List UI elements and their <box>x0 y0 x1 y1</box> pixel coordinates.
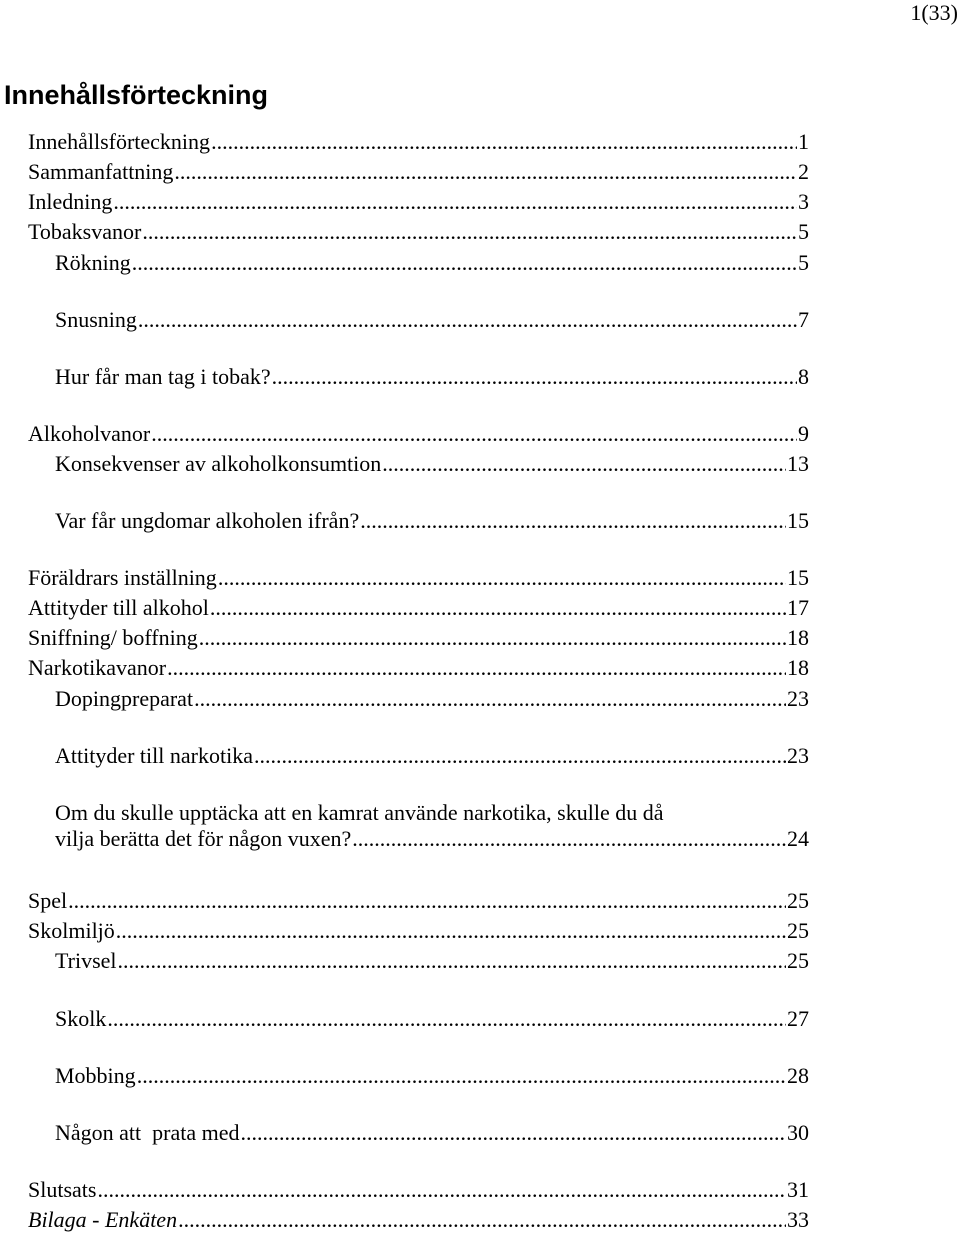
toc-entry-page: 27 <box>787 1006 809 1031</box>
dot-leader <box>178 1207 786 1233</box>
toc-entry-page: 28 <box>787 1063 809 1088</box>
toc-entry-title: Föräldrars inställning <box>28 565 217 590</box>
toc-entry-page: 3 <box>798 189 809 214</box>
toc-entry[interactable] <box>55 1120 809 1146</box>
dot-leader <box>382 451 786 477</box>
toc-entry-title: Innehållsförteckning <box>28 129 211 154</box>
toc-entry-title: Någon att prata med <box>55 1120 240 1145</box>
toc-entry-page: 17 <box>787 595 809 620</box>
toc-entry-title: Mobbing <box>55 1063 136 1088</box>
dot-leader <box>218 565 786 591</box>
toc-entry-title: Inledning <box>28 189 113 214</box>
toc-entry[interactable] <box>55 948 809 974</box>
toc-entry-page: 31 <box>787 1177 809 1202</box>
toc-entry[interactable] <box>55 1063 809 1089</box>
toc-entry[interactable] <box>28 1177 809 1203</box>
toc-entry-page: 18 <box>787 655 809 680</box>
toc-entry-page: 30 <box>787 1120 809 1145</box>
dot-leader <box>360 508 786 534</box>
toc-entry-page: 23 <box>787 686 809 711</box>
toc-entry-page: 15 <box>787 565 809 590</box>
dot-leader <box>199 625 786 651</box>
toc-entry-title: Hur får man tag i tobak? <box>55 364 271 389</box>
toc-entry-title: Narkotikavanor <box>28 655 167 680</box>
toc-entry[interactable] <box>55 800 809 852</box>
toc-entry[interactable] <box>28 129 809 155</box>
toc-entry[interactable] <box>55 1006 809 1032</box>
dot-leader <box>97 1177 786 1203</box>
toc-entry-title: Slutsats <box>28 1177 97 1202</box>
toc-entry-title: Trivsel <box>55 948 117 973</box>
dot-leader <box>68 888 786 914</box>
toc-entry-page: 8 <box>798 364 809 389</box>
dot-leader <box>174 159 797 185</box>
toc-entry[interactable] <box>28 918 809 944</box>
dot-leader <box>151 421 797 447</box>
toc-entry[interactable] <box>28 595 809 621</box>
dot-leader <box>113 189 797 215</box>
dot-leader <box>116 918 786 944</box>
toc-entry-title: Tobaksvanor <box>28 219 142 244</box>
toc-entry-page: 2 <box>798 159 809 184</box>
toc-entry[interactable] <box>55 250 809 276</box>
toc-entry[interactable] <box>28 655 809 681</box>
dot-leader <box>210 595 786 621</box>
toc-entry-title: Sammanfattning <box>28 159 174 184</box>
toc-entry-title: Alkoholvanor <box>28 421 151 446</box>
dot-leader <box>352 826 786 852</box>
toc-entry-page: 25 <box>787 948 809 973</box>
dot-leader <box>137 1063 786 1089</box>
toc-entry[interactable] <box>28 565 809 591</box>
toc-entry-page: 5 <box>798 219 809 244</box>
toc-entry-title: Skolmiljö <box>28 918 115 943</box>
toc-entry-page: 23 <box>787 743 809 768</box>
toc-entry[interactable] <box>55 307 809 333</box>
toc-entry-title-line2: vilja berätta det för någon vuxen? <box>55 826 352 851</box>
toc-entry[interactable] <box>55 508 809 534</box>
toc-entry[interactable] <box>55 743 809 769</box>
toc-entry-title: Rökning <box>55 250 131 275</box>
toc-entry-title: Bilaga - Enkäten <box>28 1207 178 1232</box>
dot-leader <box>272 364 797 390</box>
toc-entry-page: 25 <box>787 918 809 943</box>
dot-leader <box>132 250 797 276</box>
toc-entry-page: 5 <box>798 250 809 275</box>
toc-entry[interactable] <box>55 451 809 477</box>
toc-entry-page: 7 <box>798 307 809 332</box>
toc-entry-title: Konsekvenser av alkoholkonsumtion <box>55 451 382 476</box>
toc-entry[interactable] <box>28 888 809 914</box>
toc-entry[interactable] <box>28 1207 809 1233</box>
toc-entry-page: 15 <box>787 508 809 533</box>
toc-entry-page: 33 <box>787 1207 809 1232</box>
toc-entry-title: Snusning <box>55 307 137 332</box>
toc-heading: Innehållsförteckning <box>4 80 269 110</box>
toc-entry-title: Dopingpreparat <box>55 686 194 711</box>
dot-leader <box>254 743 786 769</box>
toc-entry-title: Attityder till alkohol <box>28 595 209 620</box>
toc-entry[interactable] <box>28 625 809 651</box>
dot-leader <box>107 1006 786 1032</box>
page-number: 1(33) <box>910 0 958 25</box>
dot-leader <box>138 307 797 333</box>
toc-entry[interactable] <box>55 364 809 390</box>
toc-entry[interactable] <box>28 189 809 215</box>
toc-entry[interactable] <box>28 421 809 447</box>
toc-entry-title-line1: Om du skulle upptäcka att en kamrat använde narkotika, skulle du då <box>55 800 664 825</box>
dot-leader <box>118 948 786 974</box>
toc-entry-page: 25 <box>787 888 809 913</box>
dot-leader <box>211 129 797 155</box>
toc-entry-page: 9 <box>798 421 809 446</box>
toc-entry-page: 18 <box>787 625 809 650</box>
toc-entry-title: Attityder till narkotika <box>55 743 253 768</box>
toc-entry[interactable] <box>28 159 809 185</box>
toc-entry-page: 24 <box>787 826 809 851</box>
dot-leader <box>241 1120 787 1146</box>
toc-entry-line2 <box>55 826 809 852</box>
toc-entry-title: Spel <box>28 888 68 913</box>
dot-leader <box>194 686 786 712</box>
toc-entry-page: 13 <box>787 451 809 476</box>
dot-leader <box>142 219 797 245</box>
toc-entry[interactable] <box>28 219 809 245</box>
toc-entry[interactable] <box>55 686 809 712</box>
toc-entry-title: Skolk <box>55 1006 107 1031</box>
toc-entry-page: 1 <box>798 129 809 154</box>
dot-leader <box>167 655 786 681</box>
toc-entry-title: Var får ungdomar alkoholen ifrån? <box>55 508 360 533</box>
toc-entry-title: Sniffning/ boffning <box>28 625 198 650</box>
